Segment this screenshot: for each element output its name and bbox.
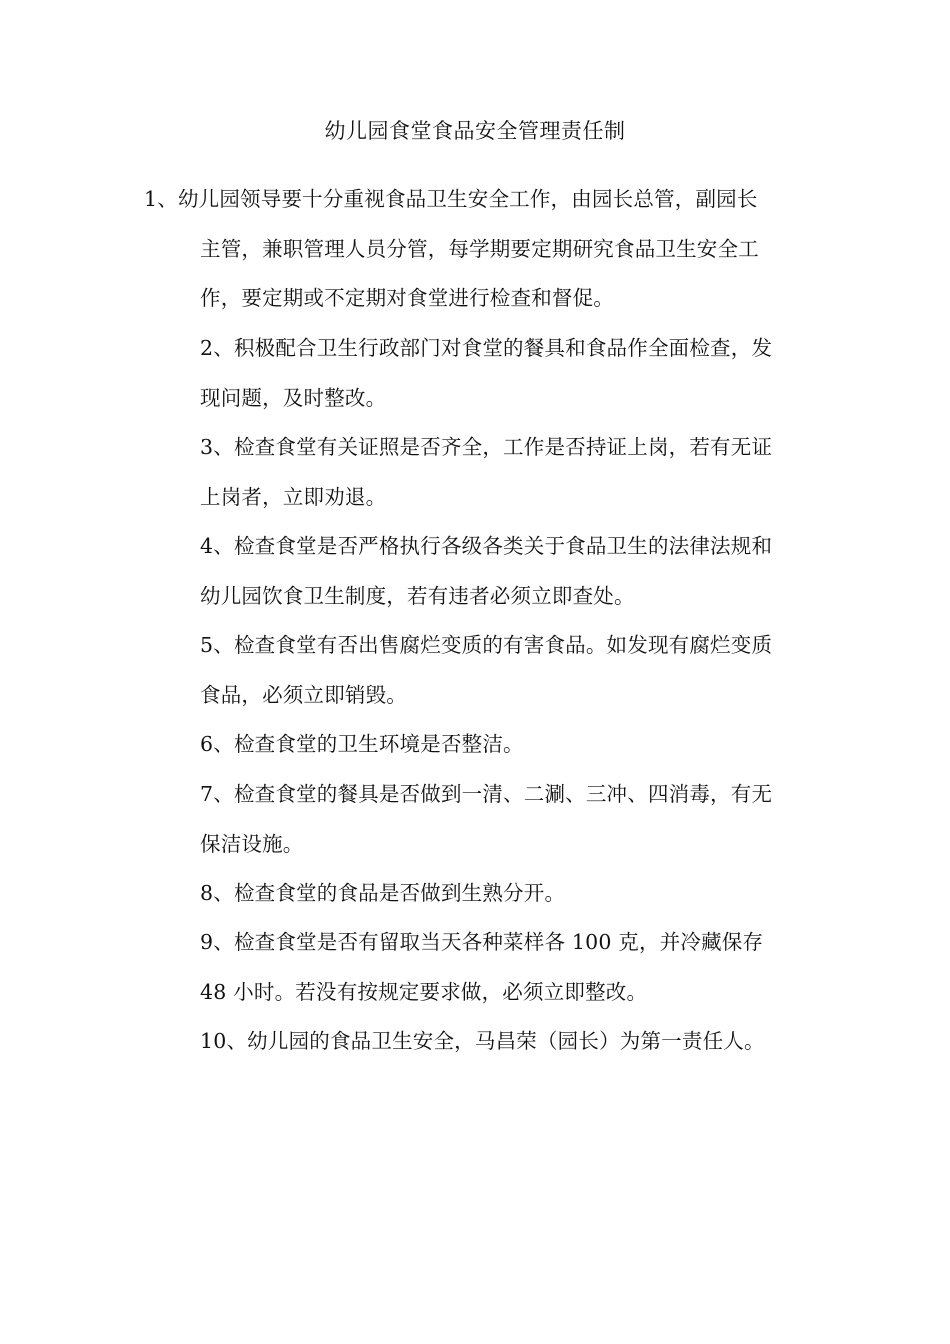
list-item-line: 1、幼儿园领导要十分重视食品卫生安全工作，由园长总管，副园长	[144, 187, 758, 211]
document-title: 幼儿园食堂食品安全管理责任制	[324, 119, 626, 143]
list-item-2	[200, 324, 820, 423]
list-item-8	[200, 869, 820, 919]
list-item-line: 5、检查食堂有否出售腐烂变质的有害食品。如发现有腐烂变质	[200, 633, 773, 657]
list-item-7	[200, 770, 820, 869]
list-item-10	[200, 1017, 820, 1067]
list-item-line: 2、积极配合卫生行政部门对食堂的餐具和食品作全面检查，发	[200, 336, 773, 360]
list-item-4	[200, 522, 820, 621]
list-item-6	[200, 720, 820, 770]
list-item-line: 8、检查食堂的食品是否做到生熟分开。	[200, 881, 566, 905]
list-item-line: 作，要定期或不定期对食堂进行检查和督促。	[200, 286, 614, 310]
list-item-9	[200, 918, 820, 1017]
list-item-line: 幼儿园饮食卫生制度，若有违者必须立即查处。	[200, 583, 635, 608]
list-item-line: 现问题，及时整改。	[200, 385, 387, 410]
list-item-1	[144, 175, 820, 324]
list-item-line: 10、幼儿园的食品卫生安全，马昌荣（园长）为第一责任人。	[200, 1029, 765, 1053]
list-item-line: 9、检查食堂是否有留取当天各种菜样各 100 克，并冷藏保存	[200, 930, 764, 954]
list-item-line: 食品，必须立即销毁。	[200, 682, 407, 707]
list-item-line: 主管，兼职管理人员分管，每学期要定期研究食品卫生安全工	[200, 236, 759, 261]
list-item-line: 6、检查食堂的卫生环境是否整洁。	[200, 732, 524, 756]
list-item-3	[200, 423, 820, 522]
list-item-line: 4、检查食堂是否严格执行各级各类关于食品卫生的法律法规和	[200, 534, 773, 558]
list-item-line: 7、检查食堂的餐具是否做到一清、二涮、三冲、四消毒，有无	[200, 782, 773, 806]
list-item-line: 保洁设施。	[200, 831, 304, 856]
list-item-5	[200, 621, 820, 720]
list-item-line: 3、检查食堂有关证照是否齐全，工作是否持证上岗，若有无证	[200, 435, 773, 459]
list-item-line: 上岗者，立即劝退。	[200, 484, 387, 509]
list-item-line: 48 小时。若没有按规定要求做，必须立即整改。	[200, 979, 648, 1004]
